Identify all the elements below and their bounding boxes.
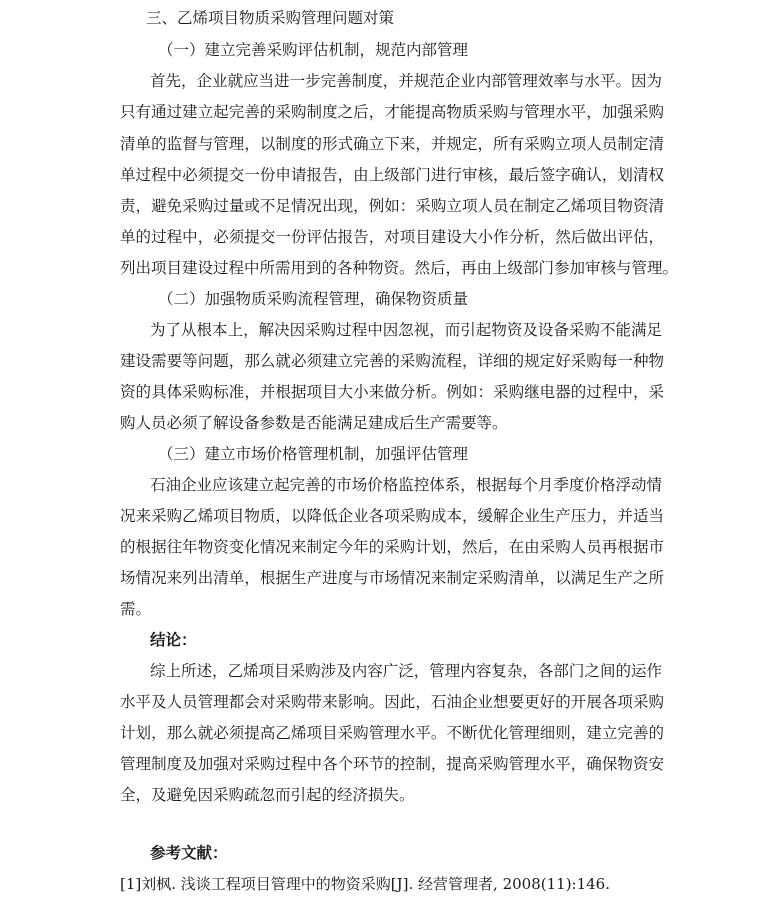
paragraph-line: 管理制度及加强对采购过程中各个环节的控制，提高采购管理水平，确保物资安 <box>120 755 664 773</box>
paragraph-line: 的根据往年物资变化情况来制定今年的采购计划，然后，在由采购人员再根据市 <box>120 538 664 556</box>
paragraph-line: 综上所述，乙烯项目采购涉及内容广泛，管理内容复杂，各部门之间的运作 <box>150 662 662 680</box>
paragraph-line: 为了从根本上，解决因采购过程中因忽视，而引起物资及设备采购不能满足 <box>150 321 662 339</box>
paragraph-line: 全，及避免因采购疏忽而引起的经济损失。 <box>120 786 415 804</box>
paragraph-line: 购人员必须了解设备参数是否能满足建成后生产需要等。 <box>120 414 508 432</box>
section-title: 三、乙烯项目物质采购管理问题对策 <box>146 9 395 27</box>
paragraph-line: 单过程中必须提交一份申请报告，由上级部门进行审核，最后签字确认，划清权 <box>120 166 664 184</box>
paragraph-line: 责，避免采购过量或不足情况出现，例如：采购立项人员在制定乙烯项目物资清 <box>120 197 664 215</box>
paragraph-line: 清单的监督与管理，以制度的形式确立下来，并规定，所有采购立项人员制定清 <box>120 135 664 153</box>
paragraph-line: 场情况来列出清单，根据生产进度与市场情况来制定采购清单，以满足生产之所 <box>120 569 664 587</box>
paragraph-line: 列出项目建设过程中所需用到的各种物资。然后，再由上级部门参加审核与管理。 <box>120 259 679 277</box>
references-heading: 参考文献： <box>150 844 228 862</box>
paragraph-line: 首先，企业就应当进一步完善制度，并规范企业内部管理效率与水平。因为 <box>150 72 662 90</box>
paragraph-line: 计划，那么就必须提高乙烯项目采购管理水平。不断优化管理细则，建立完善的 <box>120 724 664 742</box>
paragraph-line: 资的具体采购标准，并根据项目大小来做分析。例如：采购继电器的过程中，采 <box>120 383 664 401</box>
paragraph-line: 需。 <box>120 600 152 618</box>
paragraph-line: 建设需要等问题，那么就必须建立完善的采购流程，详细的规定好采购每一种物 <box>120 352 664 370</box>
reference-item: [1]刘枫. 浅谈工程项目管理中的物资采购[J]. 经营管理者, 2008(11):146. <box>120 875 610 893</box>
subsection-heading: （二）加强物质采购流程管理，确保物资质量 <box>158 290 469 308</box>
subsection-heading: （三）建立市场价格管理机制，加强评估管理 <box>158 445 469 463</box>
paragraph-line: 况来采购乙烯项目物质，以降低企业各项采购成本，缓解企业生产压力，并适当 <box>120 507 664 525</box>
paragraph-line: 水平及人员管理都会对采购带来影响。因此，石油企业想要更好的开展各项采购 <box>120 693 664 711</box>
paragraph-line: 只有通过建立起完善的采购制度之后，才能提高物质采购与管理水平，加强采购 <box>120 103 664 121</box>
paragraph-line: 单的过程中，必须提交一份评估报告，对项目建设大小作分析，然后做出评估， <box>120 228 664 246</box>
paragraph-line: 石油企业应该建立起完善的市场价格监控体系，根据每个月季度价格浮动情 <box>150 476 662 494</box>
subsection-heading: （一）建立完善采购评估机制，规范内部管理 <box>158 41 469 59</box>
conclusion-heading: 结论： <box>150 631 197 649</box>
